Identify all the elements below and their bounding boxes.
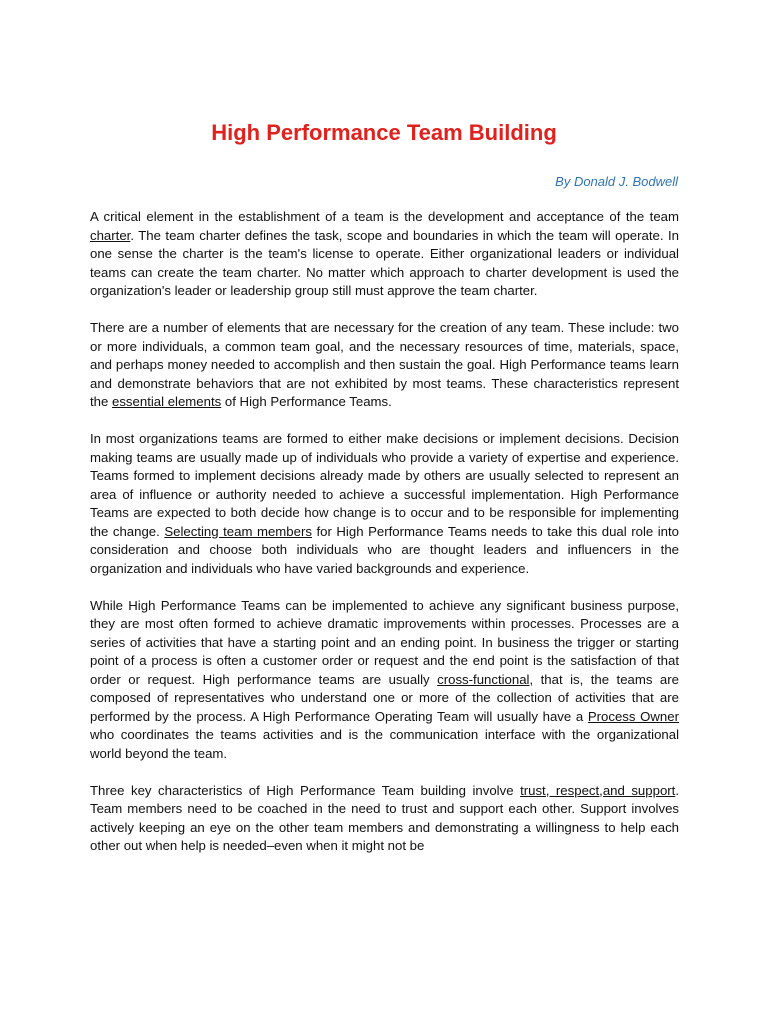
underlined-term: trust, respect,and support <box>520 782 676 798</box>
paragraph-text: for High Performance Teams needs to take this dual role into consideration and choose both individuals who are thought leaders and influencers in the organization and individuals who have varied backgrounds and experience. <box>90 523 680 576</box>
paragraph <box>90 597 679 764</box>
paragraph-text: While High Performance Teams can be implemented to achieve any significant business purpose, they are most often formed to achieve dramatic improvements within processes. Processes are a series of activities that have a starting point and an ending point. In business the trigger or starting point of a process is often a customer order or request and the end point is the satisfaction of that order or request. High performance teams are usually <box>90 597 679 687</box>
paragraph-text: . Team members need to be coached in the need to trust and support each other. Support involves actively keeping an eye on the other team members and demonstrating a willingness to help each other out when help is needed–even when it might not be <box>90 782 680 853</box>
paragraph-text: who coordinates the teams activities and is the communication interface with the organizational world beyond the team. <box>90 727 679 761</box>
document-title: High Performance Team Building <box>211 120 557 145</box>
document-body <box>90 208 679 874</box>
underlined-term: charter <box>90 227 131 243</box>
paragraph-text: . The team charter defines the task, scope and boundaries in which the team will operate. In one sense the charter is the team's license to operate. Either organizational leaders or individual teams can create the team charter. No matter which approach to charter development is used the organization's leader or leadership group still must approve the team charter. <box>90 227 679 298</box>
paragraph-text: , that is, the teams are composed of representatives who understand one or more of the collection of activities that are performed by the process. A High Performance Operating Team will usually have a <box>90 671 679 724</box>
underlined-term: Process Owner <box>587 708 679 724</box>
paragraph-text: In most organizations teams are formed to either make decisions or implement decisions. Decision making teams are usually made up of individuals who provide a variety of expertise and experience. Teams formed to implement decisions already made by others are usually selected to represent an area of influence or authority needed to achieve a successful implementation. High Performance Teams are expected to both decide how change is to occur and to be responsible for implementing the change. <box>90 431 679 539</box>
paragraph-text: of High Performance Teams. <box>221 394 392 409</box>
paragraph-text: There are a number of elements that are necessary for the creation of any team. These include: two or more individuals, a common team goal, and the necessary resources of time, materials, space, and perhaps money needed to accomplish and then sustain the goal. High Performance teams learn and demonstrate behaviors that are not exhibited by most teams. These characteristics represent the <box>90 320 679 409</box>
paragraph <box>90 208 679 301</box>
paragraph-text: A critical element in the establishment of a team is the development and acceptance of the team <box>90 209 679 224</box>
paragraph <box>90 782 679 856</box>
document-byline: By Donald J. Bodwell <box>555 174 678 189</box>
paragraph-text: Three key characteristics of High Performance Team building involve <box>90 782 521 798</box>
underlined-term: Selecting team members <box>164 523 312 539</box>
paragraph <box>90 430 679 578</box>
underlined-term: cross-functional <box>437 671 530 687</box>
paragraph <box>90 319 679 412</box>
underlined-term: essential elements <box>112 394 222 409</box>
